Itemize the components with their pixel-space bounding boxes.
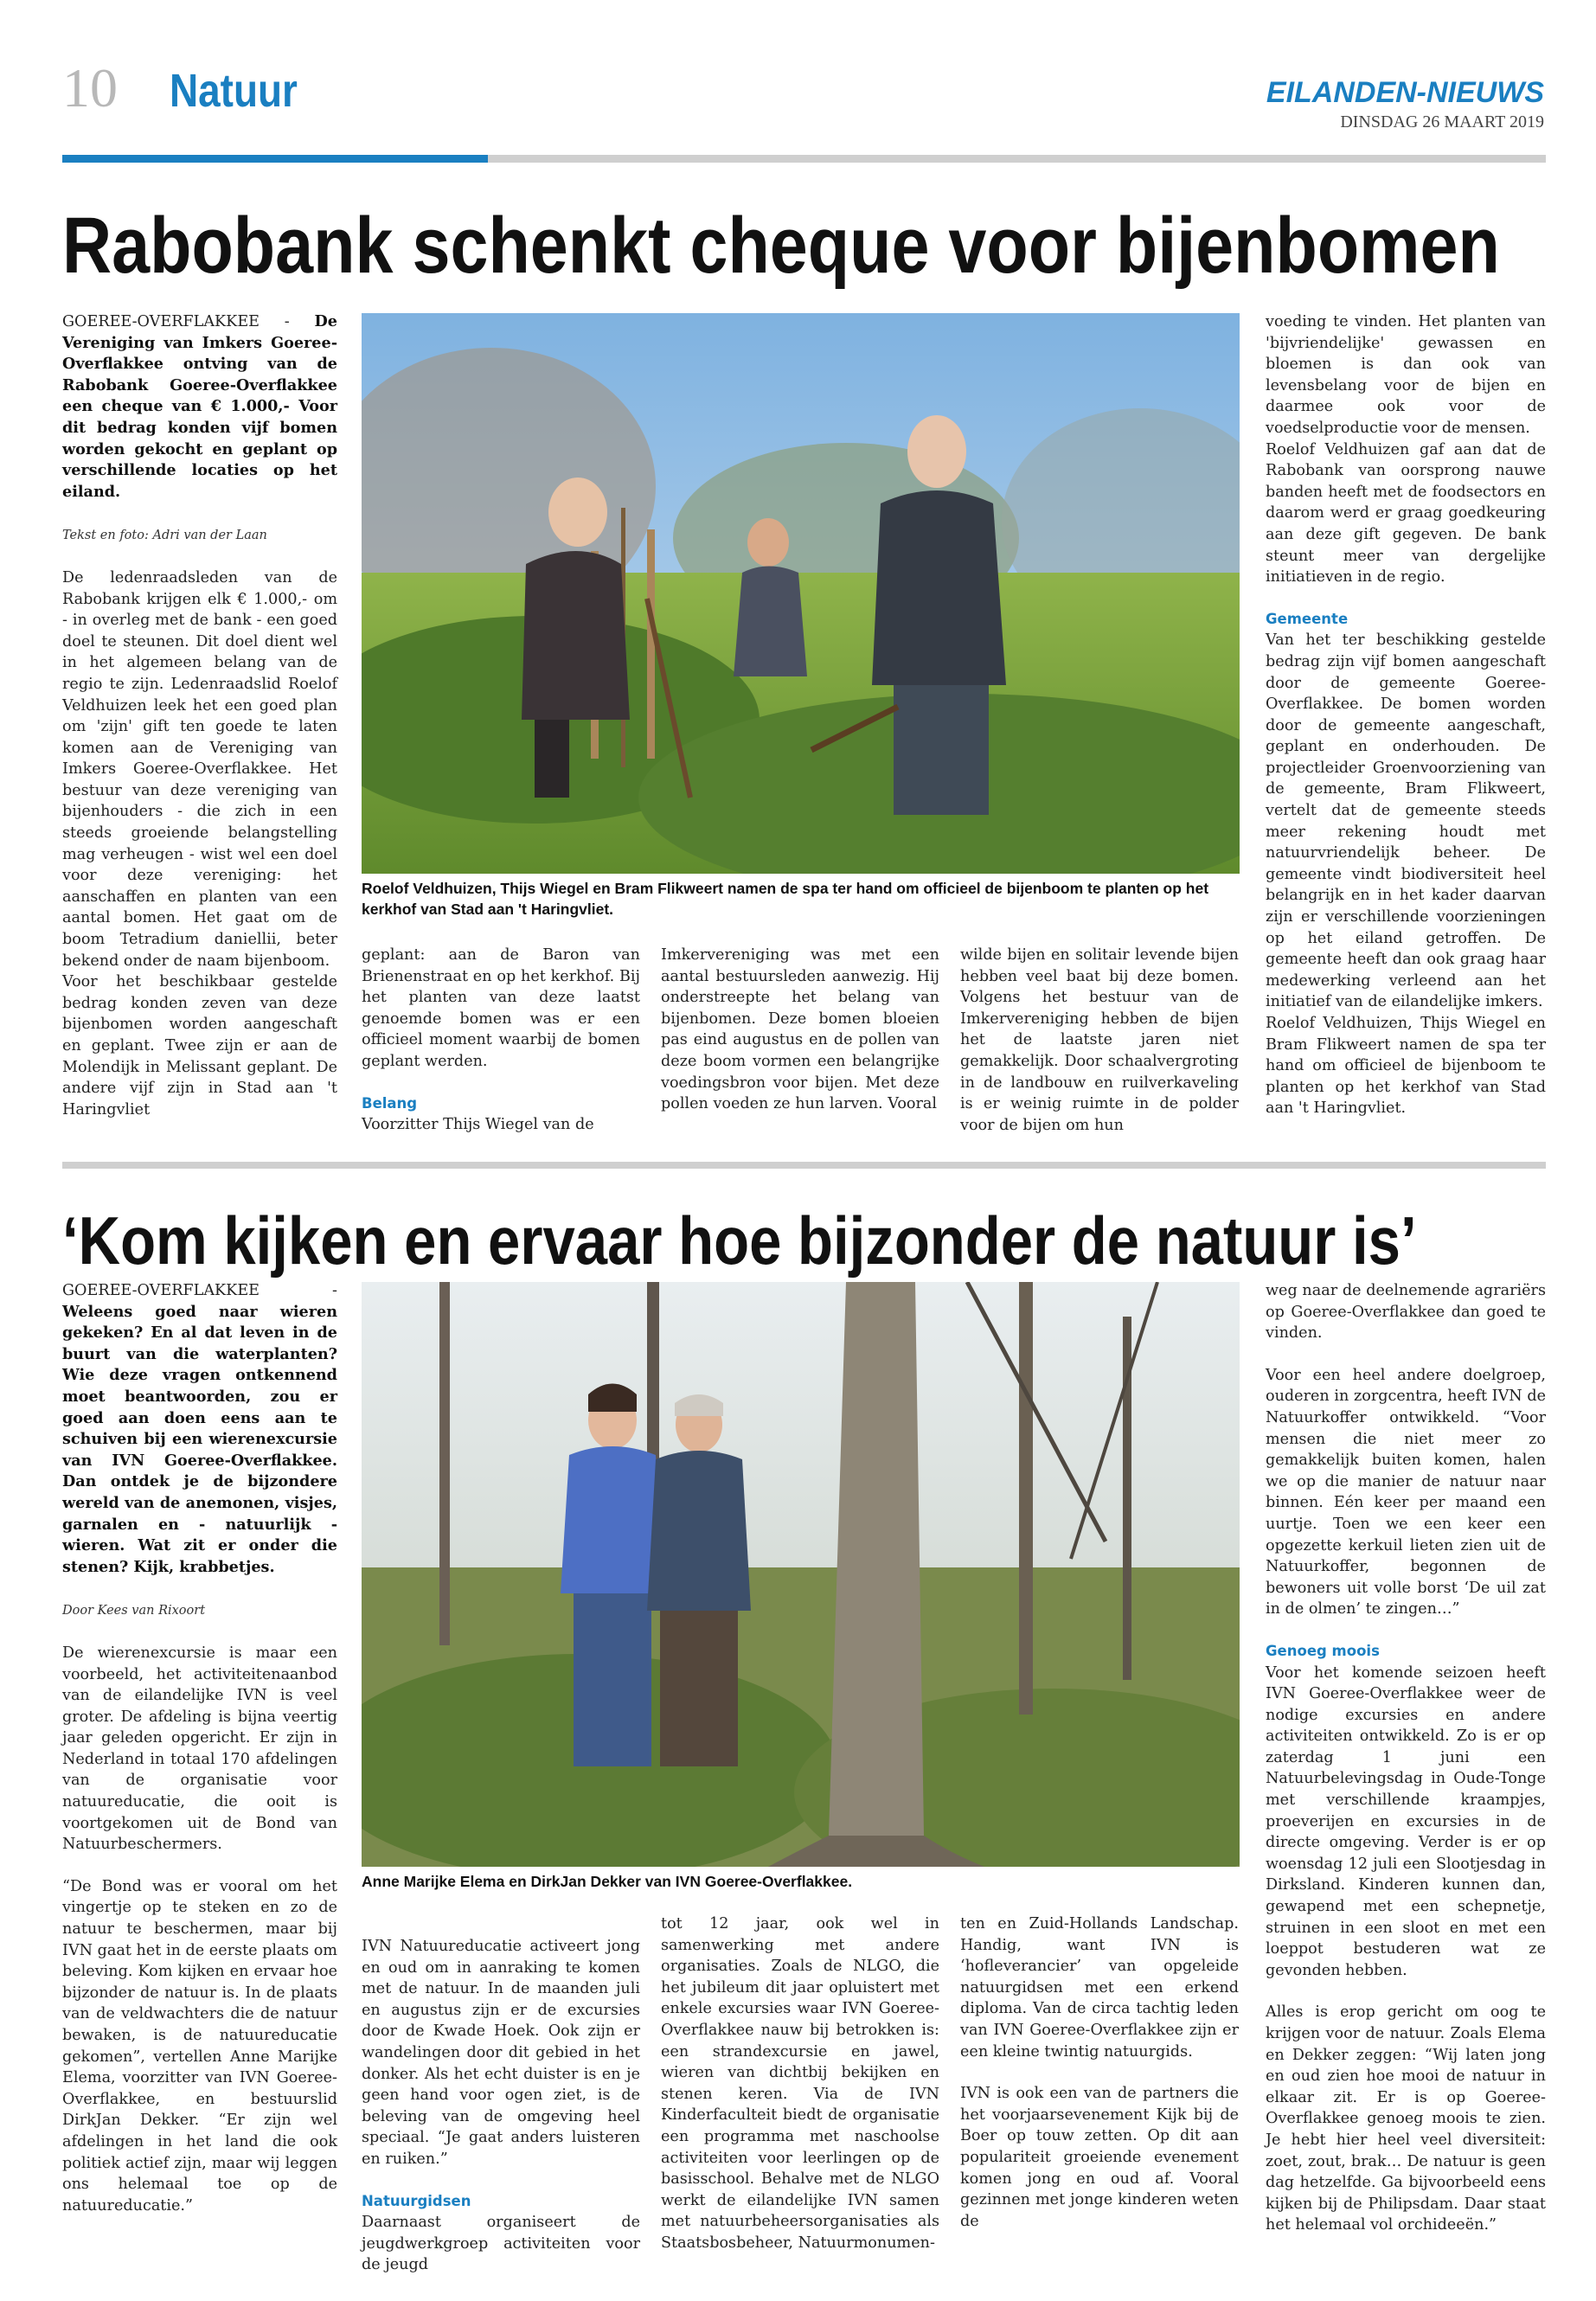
forest-portrait-photo bbox=[362, 1282, 1240, 1867]
article1-column-2 bbox=[362, 945, 640, 1136]
article2-body: ten en Zuid-Hollands Landschap. Handig, want IVN is ‘hofleverancier’ van opgeleide natuurgidsen met een erkend diploma. Van de circa tachtig leden van IVN Goeree-Overflakkee zijn er een kleine twintig natuurgids. bbox=[960, 1915, 1239, 2061]
article2-column-4 bbox=[960, 1913, 1239, 2232]
article1-body: Voorzitter Thijs Wiegel van de bbox=[362, 1116, 594, 1134]
article1-column-4 bbox=[960, 945, 1239, 1136]
article1-body: Van het ter beschikking gestelde bedrag zijn vijf bomen aangeschaft door de gemeente Goeree-Overflakkee. De bomen worden door de gemeente aangeschaft, geplant en onderhouden. De projectleider Groenvoorziening van de gemeente, Bram Flikweert, vertelt dat de gemeente steeds meer rekening houdt met natuurvriendelijk beheer. De gemeente vindt biodiversiteit heel belangrijk en in het kader daarvan zijn er verschillende voorzieningen op het eiland getroffen. De gemeente heeft dan ook graag haar medewerking verleend aan het initiatief van de eilandelijke imkers. bbox=[1266, 631, 1546, 1011]
article1-lead: De Vereniging van Imkers Goeree-Overflakkee ontving van de Rabobank Goeree-Overflakkee een cheque van € 1.000,- Voor dit bedrag konden vijf bomen worden gekocht en geplant op verschillende locaties op het eiland. bbox=[62, 312, 337, 501]
article1-headline: Rabobank schenkt cheque voor bijenbomen bbox=[62, 202, 1500, 290]
article2-body: IVN Natuureducatie activeert jong en oud om in aanraking te komen met de natuur. In de maanden juli en augustus zijn er de excursies door de Kwade Hoek. Ook zijn er wandelingen door dit gebied in het donker. Als het echt duister is en je geen hand voor ogen ziet, is de beleving van de omgeving heel speciaal. “Je gaat anders luisteren en ruiken.” bbox=[362, 1938, 640, 2168]
article1-body: Roelof Veldhuizen gaf aan dat de Rabobank van oorsprong nauwe banden heeft met de foodsectors en daarom werd er graag goedkeuring aan deze gift gegeven. De bank steunt meer van dergelijke initiatieven in de regio. bbox=[1266, 440, 1546, 586]
tree-planting-photo bbox=[362, 313, 1240, 874]
article2-byline: Door Kees van Rixoort bbox=[62, 1604, 206, 1618]
article2-body: Voor een heel andere doelgroep, ouderen in zorgcentra, heeft IVN de Natuurkoffer ontwikkeld. “Voor mensen die niet meer zo gemakkelijk buiten komen, halen we op die manier de natuur naar binnen. Eén keer per maand een uurtje. Toen we een keer een opgezette kerkuil lieten zien uit de Natuurkoffer, begonnen de bewoners uit volle borst ‘De uil zat in de olmen’ te zingen…” bbox=[1266, 1366, 1546, 1618]
article2-subheading: Natuurgidsen bbox=[362, 2192, 471, 2209]
article1-dateline: GOEREE-OVERFLAKKEE - bbox=[62, 313, 290, 330]
article1-photo bbox=[362, 313, 1240, 874]
article2-body: “De Bond was er vooral om het vingertje op te steken en zo de natuur te beschermen, maar bij IVN gaat het in de eerste plaats om beleving. Kom kijken en ervaar hoe bijzonder de natuur is. In de plaats van de veldwachters die de natuur bewaken, is de natuureducatie gekomen”, vertellen Anne Marijke Elema, voorzitter van IVN Goeree-Overflakkee, en bestuurslid DirkJan Dekker. “Er zijn wel afdelingen in het land die ook politiek actief zijn, maar wij leggen ons helemaal toe op de natuureducatie.” bbox=[62, 1877, 337, 2214]
article-divider bbox=[62, 1162, 1546, 1169]
article1-body: Imkervereniging was met een aantal bestuursleden aanwezig. Hij onderstreepte het belang van bijenbomen. Deze bomen bloeien pas eind augustus en de pollen van deze boom vormen een belangrijke voedingsbron voor bijen. Met deze pollen voeden ze hun larven. Vooral bbox=[661, 946, 939, 1113]
article1-body: Voor het beschikbaar gestelde bedrag konden zeven van deze bijenbomen worden aangeschaft en geplant. Twee zijn er aan de Molendijk in Melissant geplant. De andere vijf zijn in Stad aan 't Haringvliet bbox=[62, 973, 337, 1118]
article1-body: voeding te vinden. Het planten van 'bijvriendelijke' gewassen en bloemen is dan ook van levensbelang voor de bijen en daarmee ook voor de voedselproductie voor de mensen. bbox=[1266, 313, 1546, 437]
article2-body: Voor het komende seizoen heeft IVN Goeree-Overflakkee weer de nodige excursies en andere activiteiten ontwikkeld. Zo is er op zaterdag 1 juni een Natuurbelevingsdag in Oude-Tonge met verschillende kraampjes, proeverijen en excursies in de directe omgeving. Verder is er op woensdag 12 juli een Slootjesdag in Dirksland. Kinderen kunnen dan, gewapend met een schepnetje, struinen in een sloot en met een loeppot bestuderen wat ze gevonden hebben. bbox=[1266, 1663, 1546, 1979]
article1-body: Roelof Veldhuizen, Thijs Wiegel en Bram Flikweert namen de spa ter hand om officieel de bijenboom te planten op het kerkhof van Stad aan 't Haringvliet. bbox=[1266, 1015, 1546, 1118]
article1-photo-caption: Roelof Veldhuizen, Thijs Wiegel en Bram Flikweert namen de spa ter hand om officieel de bijenboom te planten op het kerkhof van Stad aan 't Haringvliet. bbox=[362, 880, 1209, 918]
article2-column-5 bbox=[1266, 1280, 1546, 2236]
article2-body: De wierenexcursie is maar een voorbeeld, het activiteitenaanbod van de eilandelijke IVN is veel groter. De afdeling is bijna veertig jaar geleden opgericht. Er zijn in Nederland in totaal 170 afdelingen van de organisatie voor natuureducatie, die ooit is voortgekomen uit de Bond van Natuurbeschermers. bbox=[62, 1644, 337, 1854]
article1-column-5 bbox=[1266, 311, 1546, 1119]
article2-body: Daarnaast organiseert de jeugdwerkgroep activiteiten voor de jeugd bbox=[362, 2214, 640, 2274]
article1-body: wilde bijen en solitair levende bijen hebben veel baat bij deze bomen. Volgens het bestuur van de Imkervereniging hebben de bijen het de laatste jaren niet gemakkelijk. Door schaalvergroting in de landbouw en ruilverkaveling is er weinig ruimte in de polder voor de bijen om hun bbox=[960, 946, 1239, 1134]
article1-subheading: Belang bbox=[362, 1094, 418, 1112]
article1-body: geplant: aan de Baron van Brienenstraat en op het kerkhof. Bij het planten van deze laatst genoemde bomen was er een officieel moment waarbij de bomen geplant werden. bbox=[362, 946, 640, 1070]
newspaper-logo: EILANDEN-NIEUWS bbox=[1266, 76, 1544, 109]
article2-lead: Weleens goed naar wieren gekeken? En al dat leven in de buurt van die waterplanten? Wie deze vragen ontkennend moet beantwoorden, zou er goed aan doen eens aan te schuiven bij een wierenexcursie van IVN Goeree-Overflakkee. Dan ontdek je de bijzondere wereld van de anemonen, visjes, garnalen en - natuurlijk - wieren. Wat zit er onder die stenen? Kijk, krabbetjes. bbox=[62, 1302, 337, 1576]
article2-dateline: GOEREE-OVERFLAKKEE - bbox=[62, 1282, 337, 1299]
article1-column-1 bbox=[62, 311, 337, 1120]
article1-body: De ledenraadsleden van de Rabobank krijgen elk € 1.000,- om - in overleg met de bank - een goed doel te steunen. Dit doel dient wel in het algemeen belang van de regio te zijn. Ledenraadslid Roelof Veldhuizen leek het een goed plan om 'zijn' gift ten goede te laten komen aan de Vereniging van Imkers Goeree-Overflakkee. Het bestuur van deze vereniging van bijenhouders - die zich in een steeds groeiende belangstelling mag verheugen - wist wel een doel voor deze vereniging: het aanschaffen en planten van een aantal bomen. Het gaat om de boom Tetradium daniellii, beter bekend onder de naam bijenboom. bbox=[62, 568, 337, 970]
article2-column-1 bbox=[62, 1280, 337, 2216]
article2-column-3 bbox=[661, 1913, 939, 2254]
section-title: Natuur bbox=[170, 65, 298, 117]
article1-byline: Tekst en foto: Adri van der Laan bbox=[62, 529, 267, 543]
article2-column-2 bbox=[362, 1936, 640, 2276]
article1-column-3 bbox=[661, 945, 939, 1115]
article2-photo-caption: Anne Marijke Elema en DirkJan Dekker van IVN Goeree-Overflakkee. bbox=[362, 1873, 853, 1890]
article2-body: weg naar de deelnemende agrariërs op Goeree-Overflakkee dan goed te vinden. bbox=[1266, 1282, 1546, 1343]
article2-subheading: Genoeg moois bbox=[1266, 1642, 1380, 1659]
article2-body: Alles is erop gericht om oog te krijgen voor de natuur. Zoals Elema en Dekker zeggen: “Wij laten jong en oud zien hoe mooi de natuur in elkaar zit. Er is op Goeree-Overflakkee genoeg moois te zien. Je hebt hier heel veel diversiteit: zoet, zout, brak… De natuur is geen dag hetzelfde. Ga bijvoorbeeld eens kijken bij de Philipsdam. Daar staat het helemaal vol orchideeën.” bbox=[1266, 2003, 1546, 2234]
article2-body: IVN is ook een van de partners die het voorjaarsevenement Kijk bij de Boer op touw zetten. Op dit aan populariteit groeiende evenement komen jong en oud af. Vooral gezinnen met jonge kinderen weten de bbox=[960, 2085, 1239, 2230]
article1-subheading: Gemeente bbox=[1266, 610, 1349, 627]
issue-date: DINSDAG 26 MAART 2019 bbox=[1340, 112, 1544, 131]
article2-body: tot 12 jaar, ook wel in samenwerking met andere organisaties. Zoals de NLGO, die het jubileum dit jaar opluistert met enkele excursies waar IVN Goeree-Overflakkee nauw bij betrokken is: een strandexcursie en jawel, wieren van dichtbij bekijken en stenen keren. Via de IVN Kinderfaculteit biedt de organisatie een programma met naschoolse activiteiten voor leerlingen op de basisschool. Behalve met de NLGO werkt de eilandelijke IVN samen met natuurbeheersorganisaties als Staatsbosbeheer, Natuurmonumen- bbox=[661, 1915, 939, 2252]
article2-headline: ‘Kom kijken en ervaar hoe bijzonder de natuur is’ bbox=[62, 1202, 1417, 1279]
article2-photo bbox=[362, 1282, 1240, 1867]
header-accent-rule bbox=[62, 155, 488, 163]
page-number: 10 bbox=[62, 57, 118, 119]
